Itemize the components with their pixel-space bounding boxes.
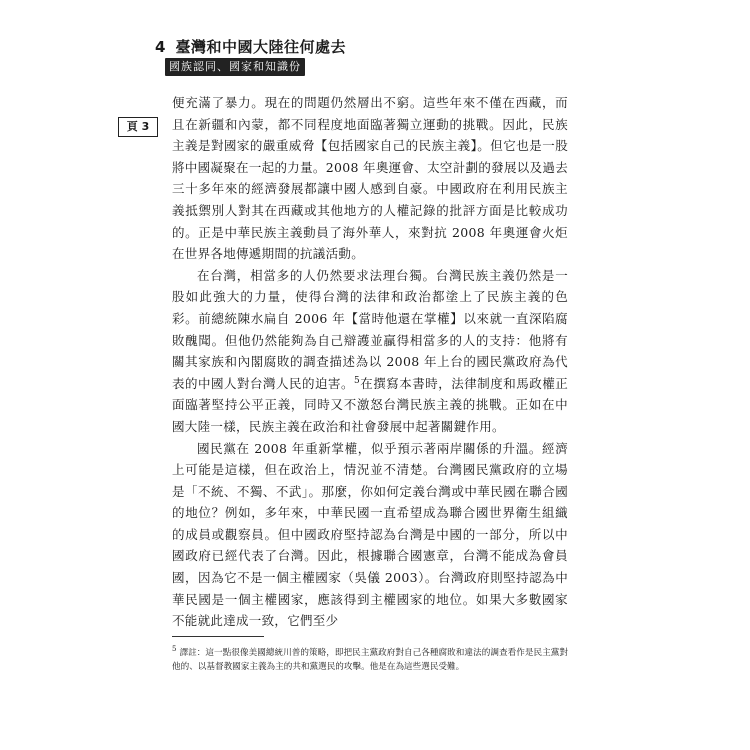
original-page-tag: 頁 3 <box>118 117 158 137</box>
running-header <box>155 36 346 57</box>
paragraph-3: 國民黨在 2008 年重新掌權，似乎預示著兩岸關係的升溫。經濟上可能是這樣，但在政治上，情況並不清楚。台灣國民黨政府的立場是「不統、不獨、不武」。那麼，你如何定義台灣或中華民國在聯合國的地位？例如，多年來，中華民國一直希望成為聯合國世界衛生組織的成員或觀察員。但中國政府堅持認為台灣是中國的一部分，所以中國政府已經代表了台灣。因此，根據聯合國憲章，台灣不能成為會員國，因為它不是一個主權國家（吳儀 2003）。台灣政府則堅持認為中華民國是一個主權國家，應該得到主權國家的地位。如果大多數國家不能就此達成一致，它們至少 <box>172 440 568 629</box>
book-subtitle: 國族認同、國家和知識份子 <box>165 58 305 76</box>
footnote <box>172 646 568 674</box>
page-number: 4 <box>155 38 166 56</box>
footnote-divider <box>172 636 264 637</box>
footnote-reference[interactable]: 5 <box>353 375 361 386</box>
paragraph-1: 便充滿了暴力。現在的問題仍然層出不窮。這些年來不僅在西藏，而且在新疆和內蒙，都不同程度地面臨著獨立運動的挑戰。因此，民族主義是對國家的嚴重威脅【包括國家自己的民族主義】。但它也是一股將中國凝聚在一起的力量。2008 年奧運會、太空計劃的發展以及過去三十多年來的經濟發展都讓中國人感到自豪。中國政府在利用民族主義抵禦別人對其在西藏或其他地方的人權記錄的批評方面是比較成功的。正是中華民族主義動員了海外華人，來對抗 2008 年奧運會火炬在世界各地傳遞期間的抗議活動。 <box>172 95 568 262</box>
footnote-text: 譯註：這一點很像美國總統川普的策略，即把民主黨政府對自己各種腐敗和違法的調查看作是民主黨對他的、以基督教國家主義為主的共和黨選民的攻擊。他是在為這些選民受難。 <box>172 648 568 672</box>
footnote-number: 5 <box>172 645 177 654</box>
paragraph-2-continued: 在撰寫本書時，法律制度和馬政權正面臨著堅持公平正義，同時又不激怒台灣民族主義的挑戰。正如在中國大陸一樣，民族主義在政治和社會發展中起著關鍵作用。 <box>172 375 568 434</box>
body-text <box>172 92 568 632</box>
book-title: 臺灣和中國大陸往何處去 <box>175 38 346 56</box>
paragraph-2 <box>172 265 568 438</box>
paragraph-2-text: 在台灣，相當多的人仍然要求法理台獨。台灣民族主義仍然是一股如此強大的力量，使得台灣的法律和政治都塗上了民族主義的色彩。前總統陳水扁自 2006 年【當時他還在掌權】以來就一直深陷腐敗醜聞。但他仍然能夠為自己辯護並贏得相當多的人的支持：他將有關其家族和內閣腐敗的調查描述為以 2008 年上台的國民黨政府為代表的中國人對台灣人民的迫害。 <box>172 267 568 391</box>
